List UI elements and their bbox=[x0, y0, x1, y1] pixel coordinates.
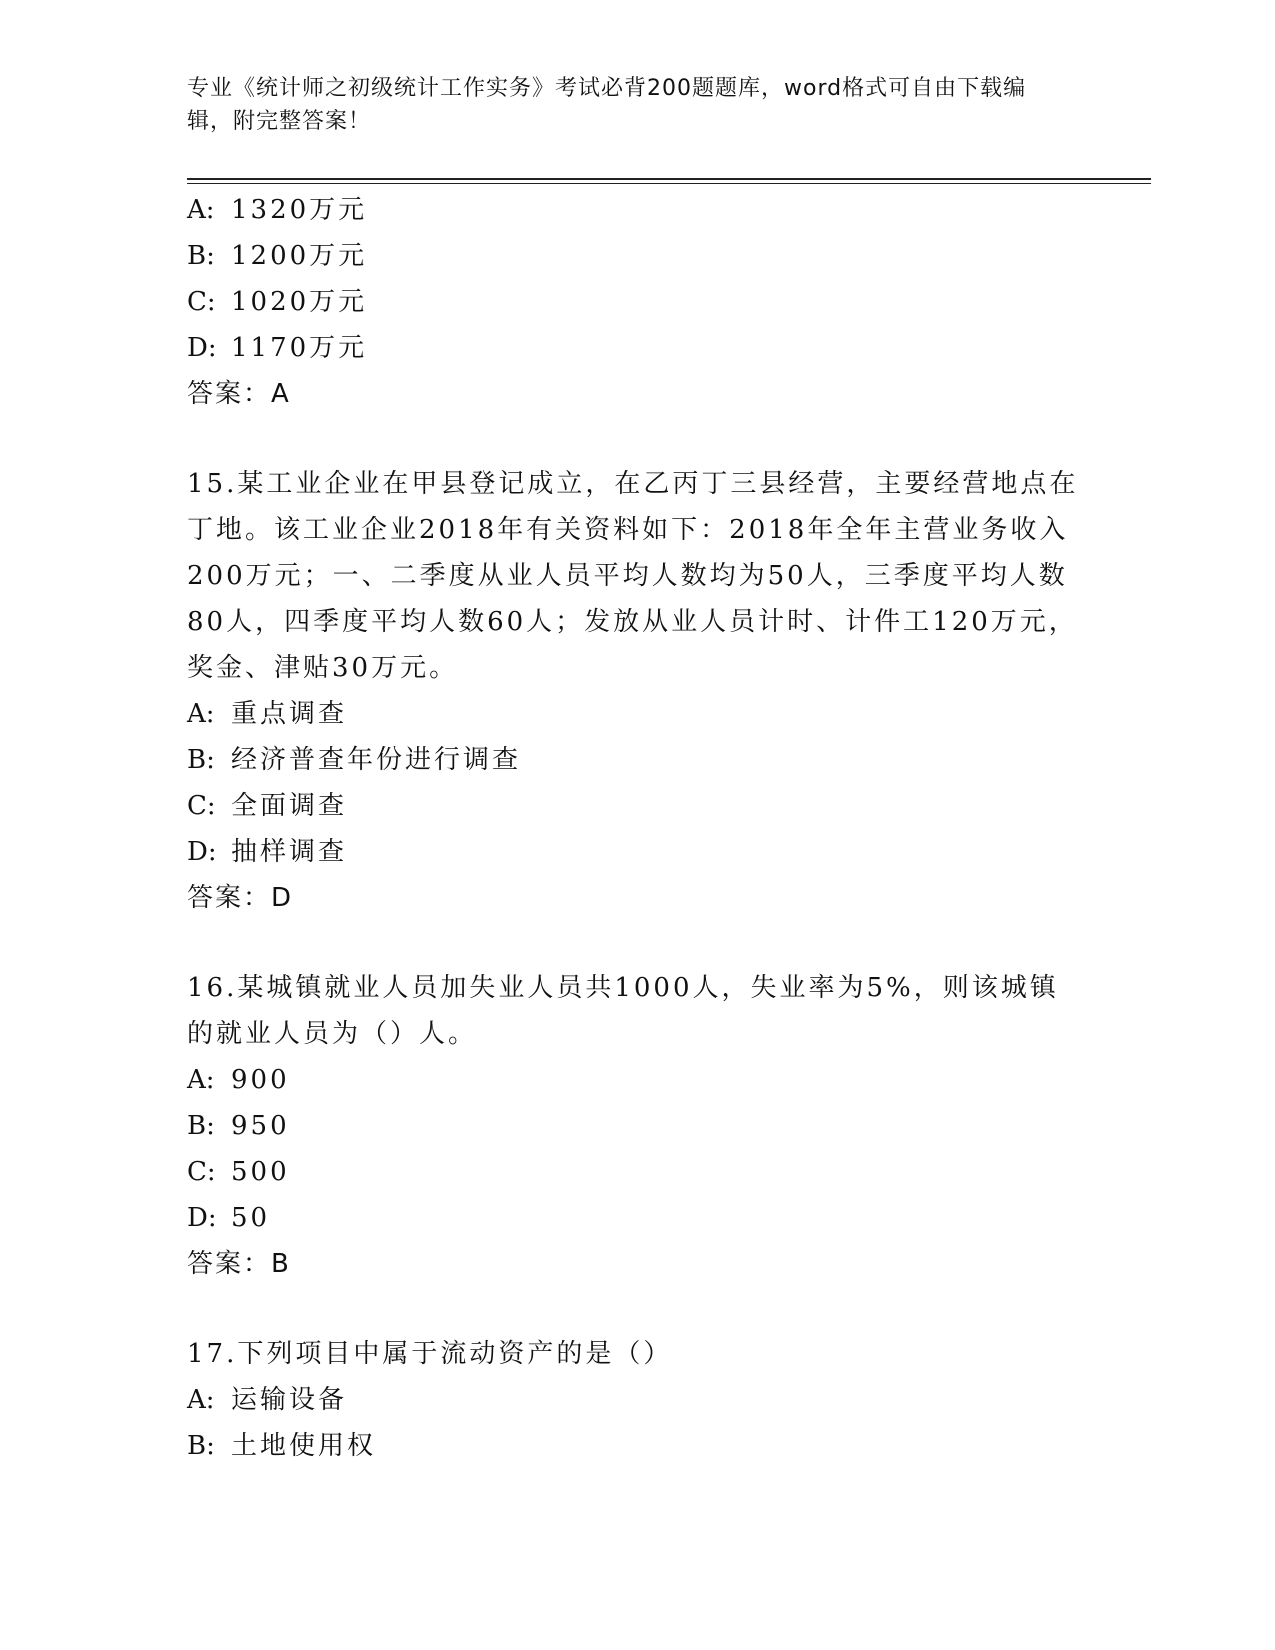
option-letter: C: bbox=[187, 287, 216, 317]
option-b bbox=[187, 737, 1087, 783]
document-body bbox=[187, 187, 1087, 1469]
question-text: 17.下列项目中属于流动资产的是（） bbox=[187, 1339, 673, 1369]
option-letter: A: bbox=[187, 1065, 215, 1095]
option-text: 1320万元 bbox=[231, 195, 368, 225]
header-rule bbox=[187, 178, 1151, 180]
option-text: 1020万元 bbox=[231, 287, 368, 317]
option-d bbox=[187, 829, 1087, 875]
question-14 bbox=[187, 187, 1087, 417]
option-letter: A: bbox=[187, 699, 215, 729]
option-letter: B: bbox=[187, 241, 215, 271]
spacer bbox=[187, 921, 1087, 965]
option-text: 950 bbox=[231, 1111, 290, 1141]
option-letter: B: bbox=[187, 745, 215, 775]
option-c bbox=[187, 279, 1087, 325]
option-a bbox=[187, 187, 1087, 233]
document-header: 专业《统计师之初级统计工作实务》考试必背200题题库，word格式可自由下载编辑，附完整答案！ bbox=[187, 76, 1027, 134]
option-text: 50 bbox=[231, 1203, 271, 1233]
option-b bbox=[187, 1103, 1087, 1149]
option-b bbox=[187, 1423, 1087, 1469]
question-text: 16.某城镇就业人员加失业人员共1000人，失业率为5%，则该城镇的就业人员为（）人。 bbox=[187, 973, 1059, 1049]
option-letter: B: bbox=[187, 1111, 215, 1141]
question-16 bbox=[187, 965, 1087, 1287]
question-text: 15.某工业企业在甲县登记成立，在乙丙丁三县经营，主要经营地点在丁地。该工业企业2018年有关资料如下：2018年全年主营业务收入200万元；一、二季度从业人员平均人数均为50人，三季度平均人数80人，四季度平均人数60人；发放从业人员计时、计件工120万元，奖金、津贴30万元。 bbox=[187, 469, 1079, 683]
option-text: 900 bbox=[231, 1065, 290, 1095]
spacer bbox=[187, 417, 1087, 461]
option-letter: B: bbox=[187, 1431, 215, 1461]
answer: 答案：A bbox=[187, 379, 291, 409]
option-text: 抽样调查 bbox=[231, 837, 348, 867]
option-letter: C: bbox=[187, 791, 216, 821]
option-a bbox=[187, 691, 1087, 737]
option-d bbox=[187, 325, 1087, 371]
header-rule-thin bbox=[187, 183, 1151, 184]
option-c bbox=[187, 1149, 1087, 1195]
question-17 bbox=[187, 1331, 1087, 1469]
question-15 bbox=[187, 461, 1087, 921]
option-letter: D: bbox=[187, 1203, 217, 1233]
option-c bbox=[187, 783, 1087, 829]
option-text: 运输设备 bbox=[231, 1385, 348, 1415]
option-a bbox=[187, 1377, 1087, 1423]
option-letter: C: bbox=[187, 1157, 216, 1187]
option-text: 重点调查 bbox=[231, 699, 348, 729]
option-d bbox=[187, 1195, 1087, 1241]
option-a bbox=[187, 1057, 1087, 1103]
answer: 答案：B bbox=[187, 1249, 291, 1279]
option-letter: D: bbox=[187, 333, 217, 363]
option-text: 1200万元 bbox=[231, 241, 368, 271]
answer: 答案：D bbox=[187, 883, 294, 913]
option-text: 土地使用权 bbox=[231, 1431, 377, 1461]
option-letter: A: bbox=[187, 1385, 215, 1415]
option-text: 经济普查年份进行调查 bbox=[231, 745, 522, 775]
option-text: 全面调查 bbox=[231, 791, 348, 821]
option-b bbox=[187, 233, 1087, 279]
option-letter: A: bbox=[187, 195, 215, 225]
option-text: 500 bbox=[231, 1157, 290, 1187]
spacer bbox=[187, 1287, 1087, 1331]
option-letter: D: bbox=[187, 837, 217, 867]
option-text: 1170万元 bbox=[231, 333, 368, 363]
